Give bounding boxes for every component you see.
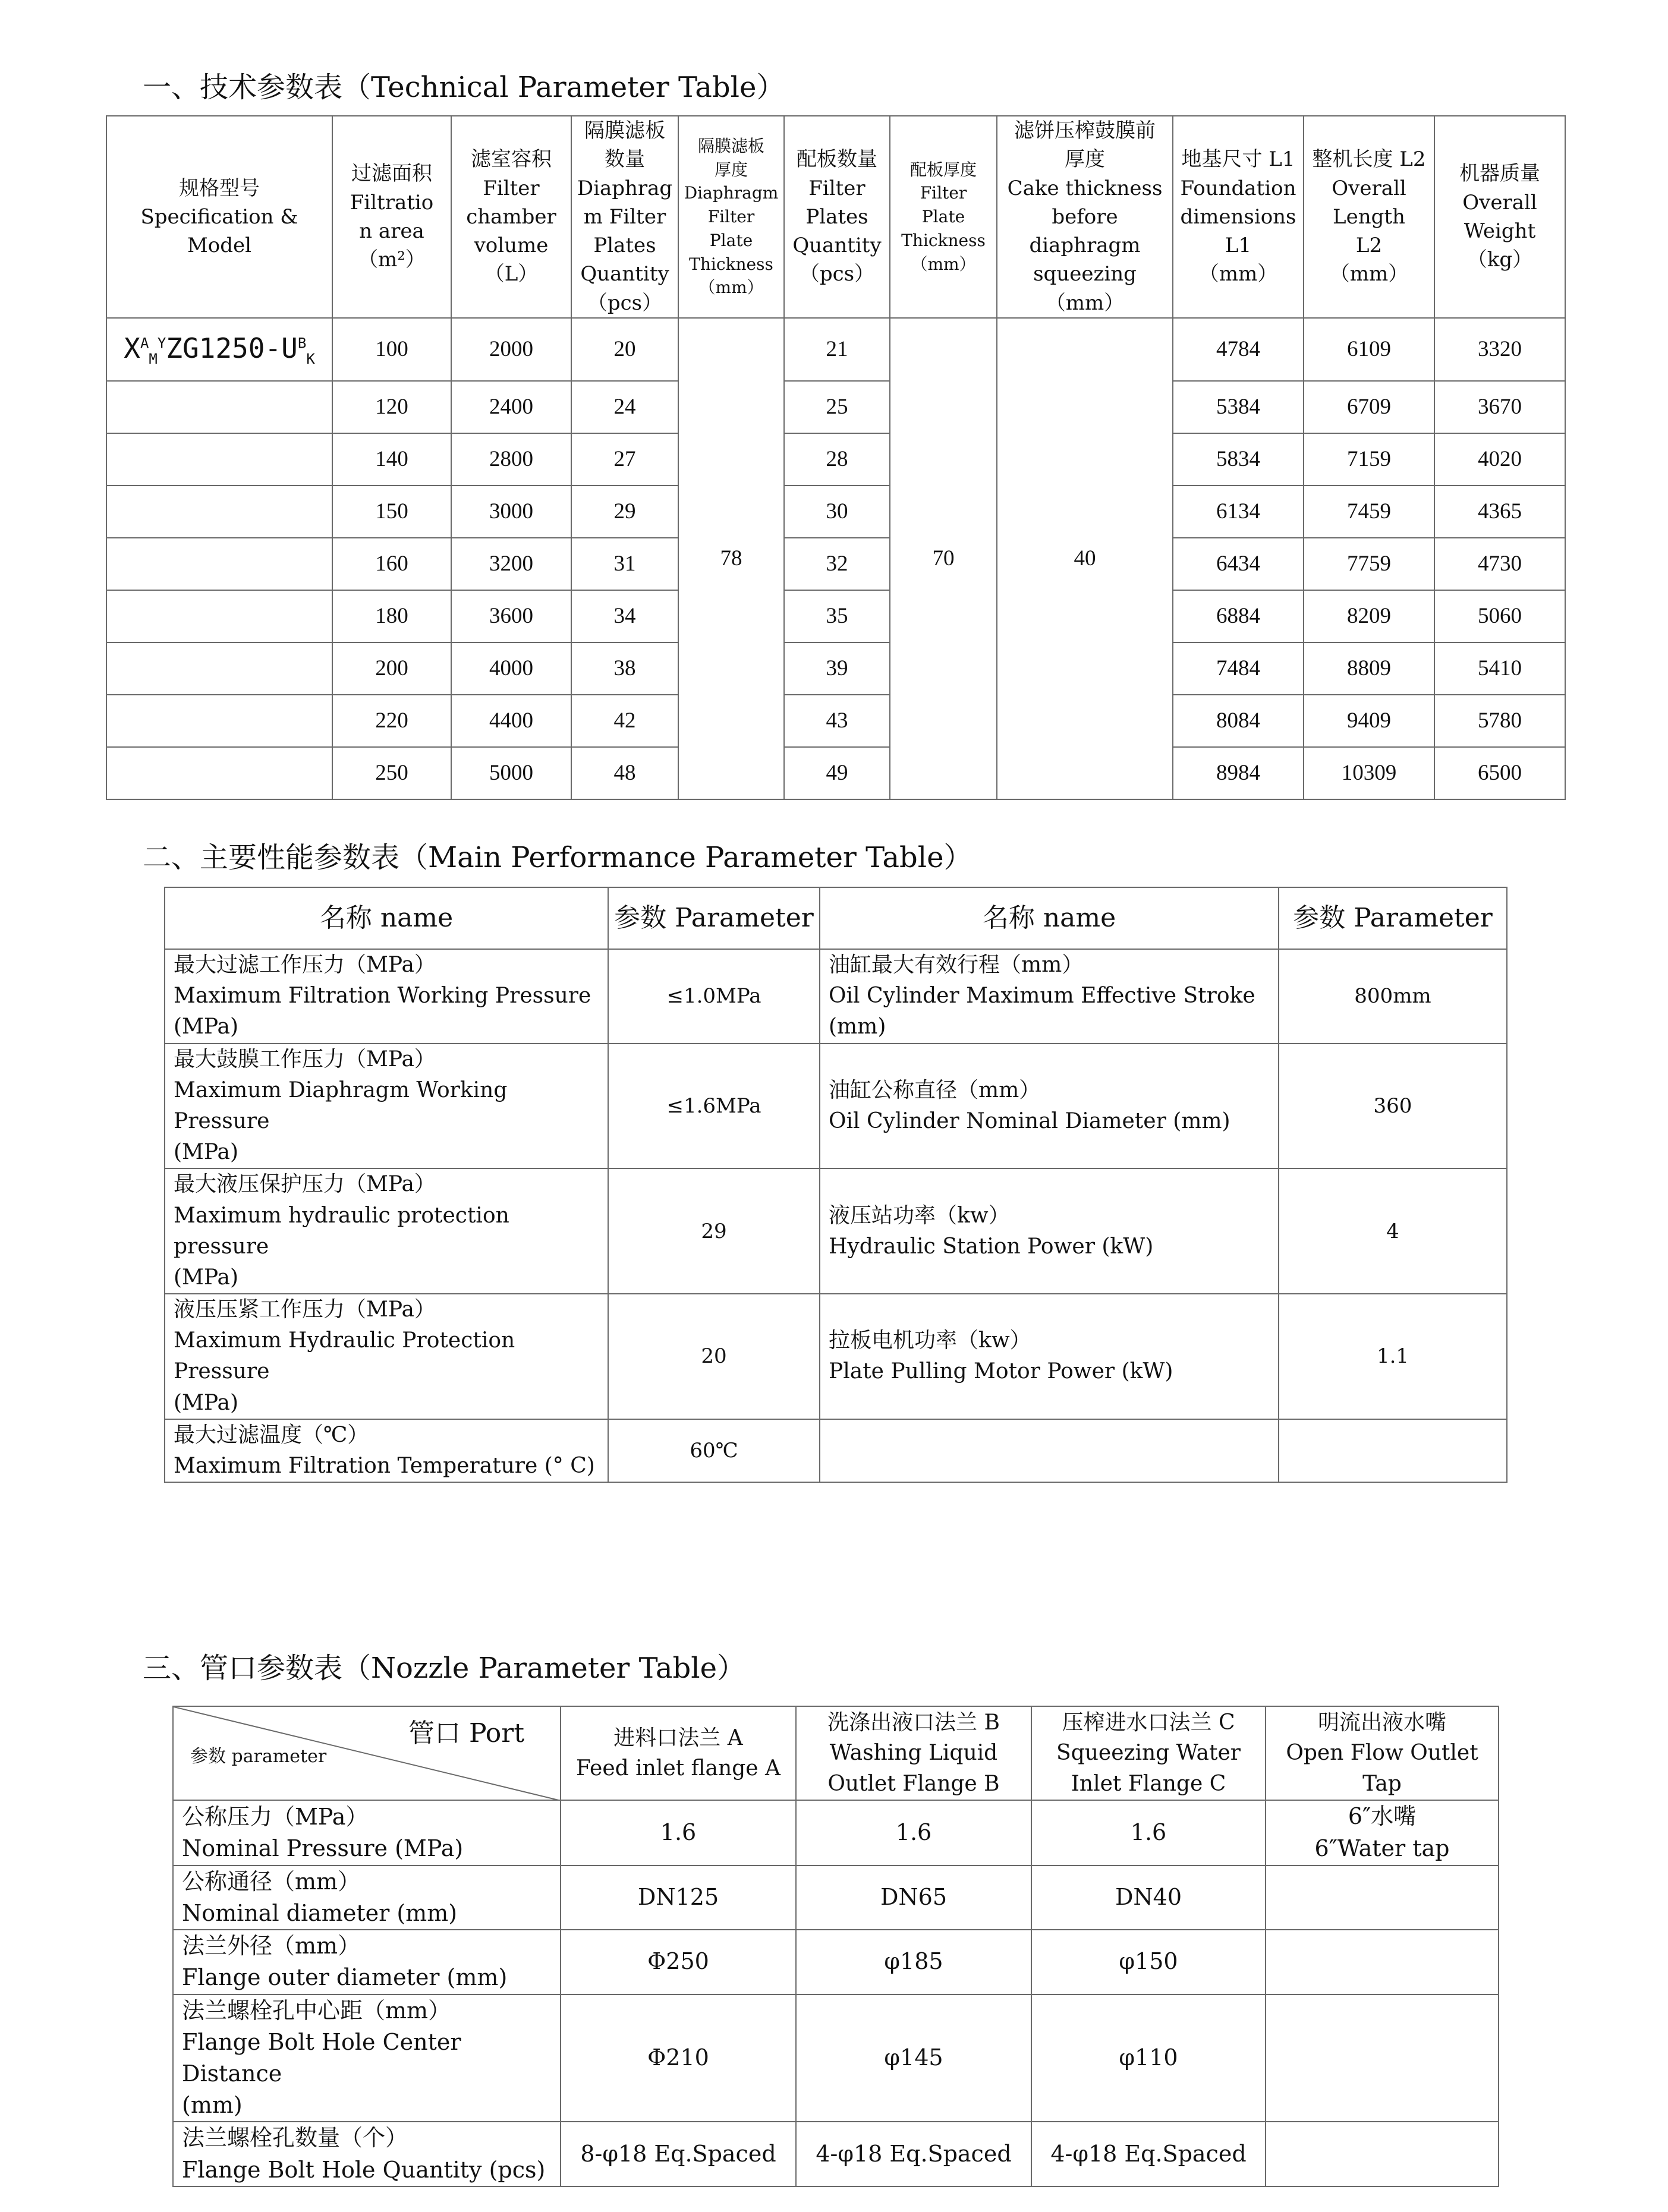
- model-cell-empty: [106, 642, 332, 695]
- performance-parameter-table: [164, 887, 1508, 1483]
- overall-length-l2: 8809: [1304, 642, 1434, 695]
- filtration-area: 120: [332, 381, 451, 433]
- column-header: 过滤面积 Filtratio n area （m²）: [332, 116, 451, 318]
- overall-weight: 6500: [1434, 747, 1565, 799]
- parameter-value: [1279, 1419, 1507, 1482]
- nozzle-parameter-table: [172, 1706, 1499, 2187]
- chamber-volume: 5000: [451, 747, 571, 799]
- table-header-row: [173, 1706, 1499, 1800]
- model-cell-empty: [106, 433, 332, 486]
- model-name: $X^A_M^YZG1250-U^B_K$: [124, 332, 315, 368]
- overall-length-l2: 7159: [1304, 433, 1434, 486]
- overall-weight: 3320: [1434, 318, 1565, 381]
- overall-weight: 4365: [1434, 486, 1565, 538]
- model-cell-empty: [106, 381, 332, 433]
- chamber-volume: 2800: [451, 433, 571, 486]
- chamber-volume: 3000: [451, 486, 571, 538]
- overall-weight: 3670: [1434, 381, 1565, 433]
- table-row: [173, 2122, 1499, 2186]
- chamber-volume: 3600: [451, 590, 571, 642]
- overall-length-l2: 6709: [1304, 381, 1434, 433]
- filter-plate-qty: 39: [784, 642, 890, 695]
- section-title-technical: 一、技术参数表（Technical Parameter Table）: [143, 71, 785, 104]
- overall-length-l2: 7459: [1304, 486, 1434, 538]
- table-row: [165, 1044, 1507, 1169]
- model-cell-empty: [106, 538, 332, 590]
- overall-length-l2: 6109: [1304, 318, 1434, 381]
- parameter-value: 8-φ18 Eq.Spaced: [561, 2122, 796, 2186]
- table-row: [165, 1419, 1507, 1482]
- column-header: 滤饼压榨鼓膜前 厚度 Cake thickness before diaphragm squeezing （mm）: [997, 116, 1173, 318]
- section-title-performance: 二、主要性能参数表（Main Performance Parameter Table）: [143, 841, 973, 874]
- foundation-l1: 5834: [1173, 433, 1304, 486]
- column-header: 隔膜滤板 厚度 Diaphragm Filter Plate Thickness （mm）: [678, 116, 784, 318]
- overall-weight: 4020: [1434, 433, 1565, 486]
- column-header: 配板厚度 Filter Plate Thickness （mm）: [890, 116, 997, 318]
- column-header: 滤室容积 Filter chamber volume （L）: [451, 116, 571, 318]
- diaphragm-plate-qty: 38: [571, 642, 678, 695]
- diaphragm-plate-qty: 29: [571, 486, 678, 538]
- filtration-area: 200: [332, 642, 451, 695]
- column-header: 配板数量 Filter Plates Quantity （pcs）: [784, 116, 890, 318]
- parameter-value: DN125: [561, 1866, 796, 1930]
- overall-length-l2: 10309: [1304, 747, 1434, 799]
- table-row: [173, 1930, 1499, 1994]
- diaphragm-plate-thickness: 78: [678, 318, 784, 799]
- parameter-value: DN65: [796, 1866, 1031, 1930]
- overall-length-l2: 8209: [1304, 590, 1434, 642]
- filter-plate-qty: 32: [784, 538, 890, 590]
- parameter-name: 法兰螺栓孔数量（个） Flange Bolt Hole Quantity (pcs): [173, 2122, 561, 2186]
- parameter-value: DN40: [1031, 1866, 1266, 1930]
- column-header: 整机长度 L2 Overall Length L2 （mm）: [1304, 116, 1434, 318]
- filtration-area: 250: [332, 747, 451, 799]
- column-header: 洗涤出液口法兰 B Washing Liquid Outlet Flange B: [796, 1706, 1031, 1800]
- column-header: 压榨进水口法兰 C Squeezing Water Inlet Flange C: [1031, 1706, 1266, 1800]
- table-row: [173, 1994, 1499, 2122]
- overall-weight: 4730: [1434, 538, 1565, 590]
- column-header: 进料口法兰 A Feed inlet flange A: [561, 1706, 796, 1800]
- parameter-name: [820, 1419, 1279, 1482]
- section-title-nozzle: 三、管口参数表（Nozzle Parameter Table）: [143, 1652, 746, 1685]
- parameter-value: 29: [608, 1168, 820, 1294]
- chamber-volume: 4400: [451, 695, 571, 747]
- corner-header: [173, 1706, 561, 1800]
- foundation-l1: 5384: [1173, 381, 1304, 433]
- overall-weight: 5060: [1434, 590, 1565, 642]
- column-header: 规格型号 Specification & Model: [106, 116, 332, 318]
- parameter-name: 法兰外径（mm） Flange outer diameter (mm): [173, 1930, 561, 1994]
- parameter-value: Φ210: [561, 1994, 796, 2122]
- overall-weight: 5410: [1434, 642, 1565, 695]
- chamber-volume: 2000: [451, 318, 571, 381]
- parameter-value: 1.1: [1279, 1294, 1507, 1419]
- parameter-value: 6″水嘴 6″Water tap: [1266, 1800, 1499, 1866]
- model-cell-empty: [106, 747, 332, 799]
- filter-plate-qty: 25: [784, 381, 890, 433]
- diaphragm-plate-qty: 34: [571, 590, 678, 642]
- parameter-value: 4-φ18 Eq.Spaced: [796, 2122, 1031, 2186]
- table-row: [106, 318, 1565, 381]
- parameter-value: [1266, 1866, 1499, 1930]
- foundation-l1: 4784: [1173, 318, 1304, 381]
- parameter-value: 1.6: [1031, 1800, 1266, 1866]
- parameter-value: 360: [1279, 1044, 1507, 1169]
- table-row: [106, 747, 1565, 799]
- diaphragm-plate-qty: 48: [571, 747, 678, 799]
- table-row: [106, 695, 1565, 747]
- table-row: [106, 486, 1565, 538]
- filtration-area: 180: [332, 590, 451, 642]
- foundation-l1: 8084: [1173, 695, 1304, 747]
- diaphragm-plate-qty: 27: [571, 433, 678, 486]
- corner-parameter-label: 参数 parameter: [190, 1746, 327, 1767]
- table-row: [106, 433, 1565, 486]
- parameter-value: Φ250: [561, 1930, 796, 1994]
- parameter-name: 最大过滤工作压力（MPa） Maximum Filtration Working Pressure (MPa): [165, 949, 608, 1044]
- model-cell-empty: [106, 695, 332, 747]
- foundation-l1: 6134: [1173, 486, 1304, 538]
- parameter-name: 油缸公称直径（mm） Oil Cylinder Nominal Diameter (mm): [820, 1044, 1279, 1169]
- filtration-area: 220: [332, 695, 451, 747]
- filter-plate-qty: 35: [784, 590, 890, 642]
- column-header: 参数 Parameter: [608, 887, 820, 949]
- column-header: 明流出液水嘴 Open Flow Outlet Tap: [1266, 1706, 1499, 1800]
- table-row: [173, 1866, 1499, 1930]
- parameter-value: [1266, 1994, 1499, 2122]
- column-header: 机器质量 Overall Weight （kg）: [1434, 116, 1565, 318]
- chamber-volume: 2400: [451, 381, 571, 433]
- foundation-l1: 7484: [1173, 642, 1304, 695]
- parameter-name: 最大液压保护压力（MPa） Maximum hydraulic protection pressure (MPa): [165, 1168, 608, 1294]
- filter-plate-qty: 28: [784, 433, 890, 486]
- table-row: [106, 590, 1565, 642]
- filtration-area: 160: [332, 538, 451, 590]
- model-cell-empty: [106, 486, 332, 538]
- parameter-name: 最大鼓膜工作压力（MPa） Maximum Diaphragm Working Pressure (MPa): [165, 1044, 608, 1169]
- diaphragm-plate-qty: 42: [571, 695, 678, 747]
- diaphragm-plate-qty: 20: [571, 318, 678, 381]
- model-cell-empty: [106, 590, 332, 642]
- column-header: 地基尺寸 L1 Foundation dimensions L1 （mm）: [1173, 116, 1304, 318]
- table-row: [106, 381, 1565, 433]
- model-cell: [106, 318, 332, 381]
- parameter-name: 法兰螺栓孔中心距（mm） Flange Bolt Hole Center Distance (mm): [173, 1994, 561, 2122]
- table-row: [173, 1800, 1499, 1866]
- column-header: 隔膜滤板 数量 Diaphrag m Filter Plates Quantity （pcs）: [571, 116, 678, 318]
- foundation-l1: 8984: [1173, 747, 1304, 799]
- parameter-name: 公称通径（mm） Nominal diameter (mm): [173, 1866, 561, 1930]
- table-header-row: [165, 887, 1507, 949]
- cake-thickness: 40: [997, 318, 1173, 799]
- parameter-value: 1.6: [561, 1800, 796, 1866]
- parameter-name: 拉板电机功率（kw） Plate Pulling Motor Power (kW): [820, 1294, 1279, 1419]
- column-header: 参数 Parameter: [1279, 887, 1507, 949]
- column-header: 名称 name: [165, 887, 608, 949]
- filter-plate-qty: 49: [784, 747, 890, 799]
- table-row: [106, 538, 1565, 590]
- parameter-value: 4-φ18 Eq.Spaced: [1031, 2122, 1266, 2186]
- parameter-value: 800mm: [1279, 949, 1507, 1044]
- chamber-volume: 4000: [451, 642, 571, 695]
- filter-plate-qty: 30: [784, 486, 890, 538]
- filtration-area: 150: [332, 486, 451, 538]
- filtration-area: 140: [332, 433, 451, 486]
- parameter-name: 公称压力（MPa） Nominal Pressure (MPa): [173, 1800, 561, 1866]
- filter-plate-thickness: 70: [890, 318, 997, 799]
- parameter-value: 20: [608, 1294, 820, 1419]
- parameter-name: 最大过滤温度（℃） Maximum Filtration Temperature (° C): [165, 1419, 608, 1482]
- table-row: [106, 642, 1565, 695]
- table-header-row: [106, 116, 1565, 318]
- corner-port-label: 管口 Port: [408, 1718, 524, 1748]
- parameter-value: φ145: [796, 1994, 1031, 2122]
- filter-plate-qty: 43: [784, 695, 890, 747]
- diaphragm-plate-qty: 31: [571, 538, 678, 590]
- parameter-name: 油缸最大有效行程（mm） Oil Cylinder Maximum Effective Stroke (mm): [820, 949, 1279, 1044]
- overall-length-l2: 7759: [1304, 538, 1434, 590]
- table-row: [165, 1294, 1507, 1419]
- parameter-value: 4: [1279, 1168, 1507, 1294]
- table-row: [165, 1168, 1507, 1294]
- parameter-value: φ110: [1031, 1994, 1266, 2122]
- overall-length-l2: 9409: [1304, 695, 1434, 747]
- parameter-value: ≤1.0MPa: [608, 949, 820, 1044]
- diaphragm-plate-qty: 24: [571, 381, 678, 433]
- chamber-volume: 3200: [451, 538, 571, 590]
- parameter-name: 液压压紧工作压力（MPa） Maximum Hydraulic Protection Pressure (MPa): [165, 1294, 608, 1419]
- parameter-value: 60℃: [608, 1419, 820, 1482]
- foundation-l1: 6434: [1173, 538, 1304, 590]
- filter-plate-qty: 21: [784, 318, 890, 381]
- overall-weight: 5780: [1434, 695, 1565, 747]
- parameter-value: 1.6: [796, 1800, 1031, 1866]
- parameter-value: ≤1.6MPa: [608, 1044, 820, 1169]
- parameter-value: [1266, 2122, 1499, 2186]
- parameter-value: φ185: [796, 1930, 1031, 1994]
- parameter-name: 液压站功率（kw） Hydraulic Station Power (kW): [820, 1168, 1279, 1294]
- table-row: [165, 949, 1507, 1044]
- column-header: 名称 name: [820, 887, 1279, 949]
- foundation-l1: 6884: [1173, 590, 1304, 642]
- technical-parameter-table: [106, 115, 1566, 800]
- filtration-area: 100: [332, 318, 451, 381]
- parameter-value: [1266, 1930, 1499, 1994]
- parameter-value: φ150: [1031, 1930, 1266, 1994]
